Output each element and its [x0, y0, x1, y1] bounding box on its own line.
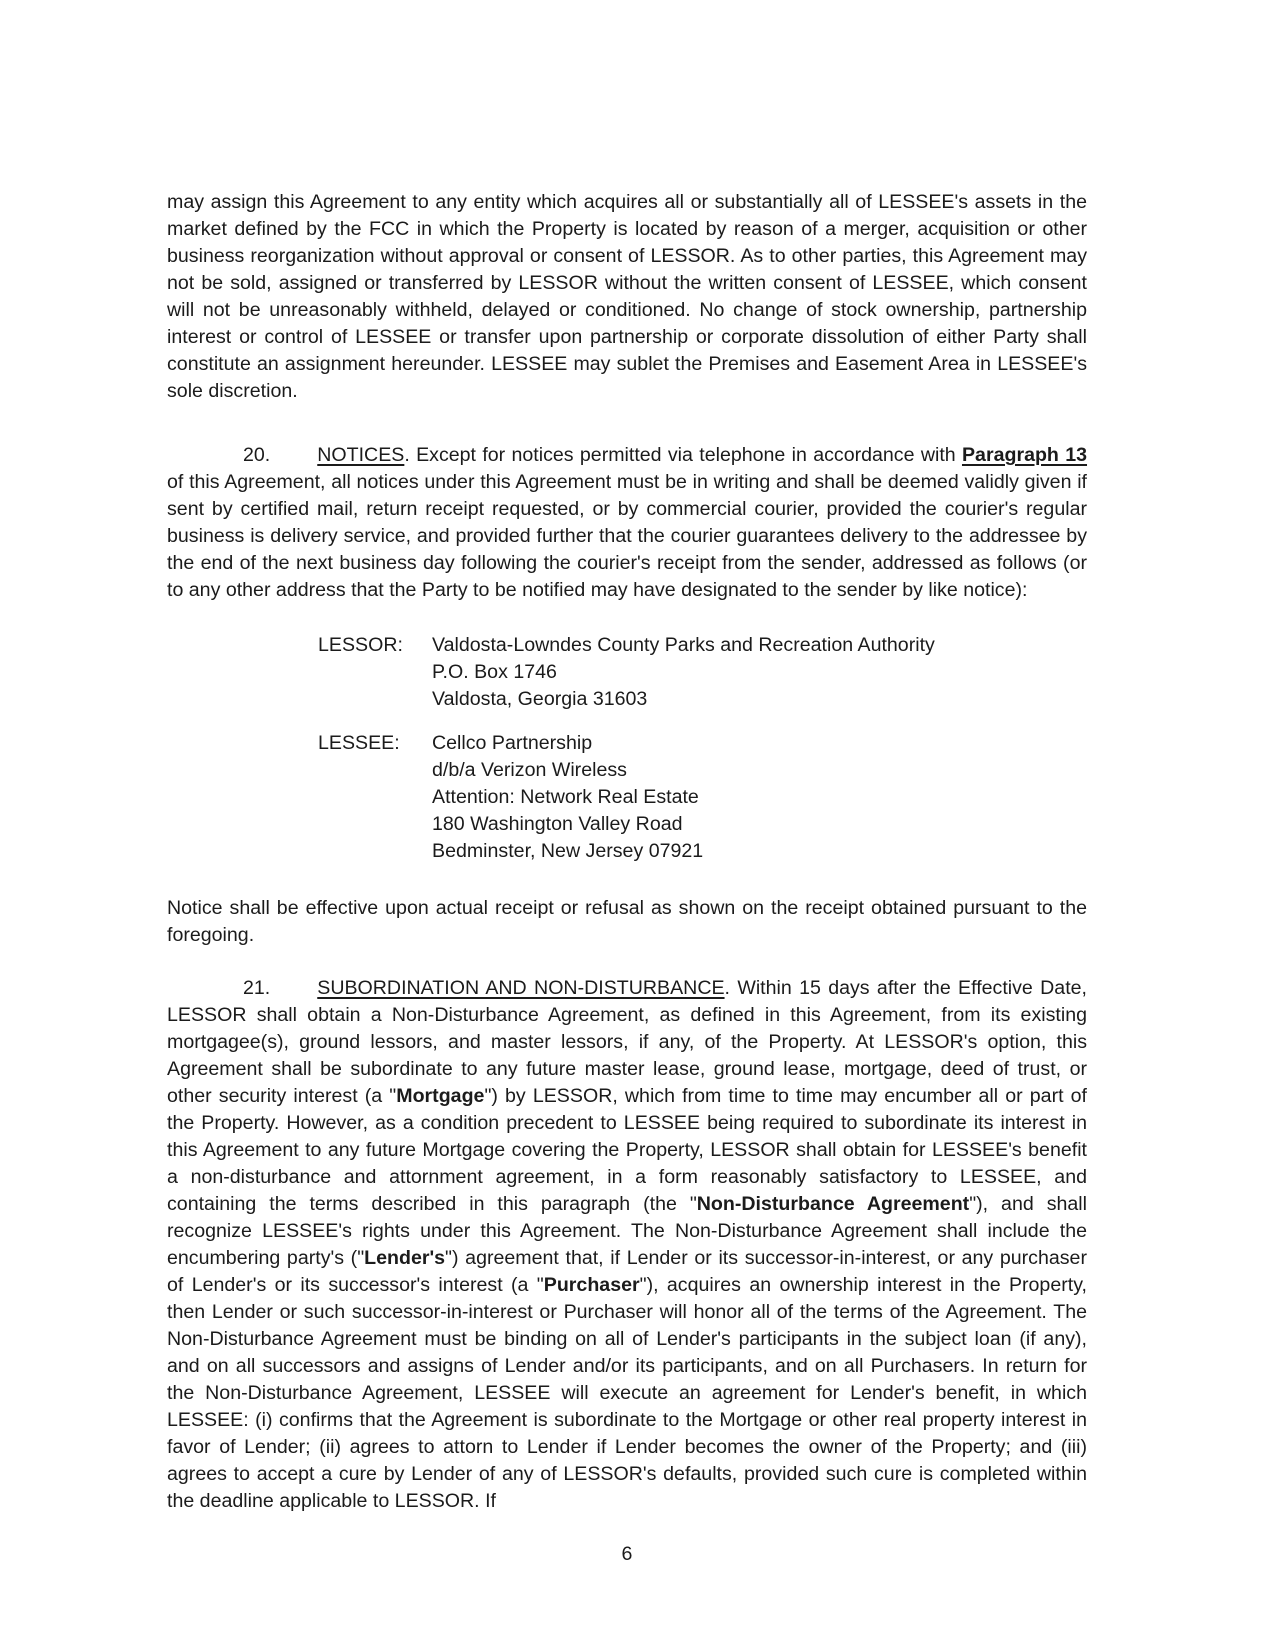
text-run: . Within 15 days after the Effective Date, LESSOR shall obtain a Non-Disturbance Agreement, as defined in this Agreement, from its existing mortgagee(s), ground lessors, and master lessors, if any, of the Property. At LESSOR's option, this Agreement shall be subordinate to any future master lease, ground lease, mortgage, deed of trust, or other security interest (a " [167, 977, 1087, 1107]
defined-term: Lender's [364, 1247, 446, 1269]
tab-spacer [167, 460, 243, 461]
text-run: "), and shall recognize LESSEE's rights under this Agreement. The Non-Disturbance Agreement shall include the encumbering party's (" [167, 1193, 1087, 1269]
text-run: Notice shall be effective upon actual receipt or refusal as shown on the receipt obtained pursuant to the foregoing. [167, 897, 1087, 946]
address-line: 180 Washington Valley Road [432, 813, 683, 835]
address-lines [432, 632, 935, 713]
address-line: d/b/a Verizon Wireless [432, 759, 627, 781]
tab-spacer [167, 993, 243, 994]
address-line: Attention: Network Real Estate [432, 786, 699, 808]
address-party-label: LESSOR: [318, 634, 403, 656]
defined-term: Mortgage [396, 1085, 485, 1107]
assignment-continuation [167, 189, 1087, 405]
address-line: Bedminster, New Jersey 07921 [432, 840, 704, 862]
text-run: ") agreement that, if Lender or its successor-in-interest, or any purchaser of Lender's or its successor's interest (a " [167, 1247, 1087, 1296]
text-run: ") by LESSOR, which from time to time may encumber all or part of the Property. However, as a condition precedent to LESSEE being required to subordinate its interest in this Agreement to any future Mortgage covering the Property, LESSOR shall obtain for LESSEE's benefit a non-disturbance and attornment agreement, in a form reasonably satisfactory to LESSEE, and containing the terms described in this paragraph (the " [167, 1085, 1087, 1215]
address-party-label: LESSEE: [318, 732, 400, 754]
tab-spacer [270, 993, 317, 994]
address-line: P.O. Box 1746 [432, 661, 557, 683]
notice-addresses [167, 632, 1087, 865]
address-entry-lessee [318, 730, 1087, 865]
notice-effective [167, 895, 1087, 949]
section-heading: SUBORDINATION AND NON-DISTURBANCE [317, 977, 725, 999]
document-body [167, 189, 1087, 1515]
defined-term: Purchaser [543, 1274, 640, 1296]
text-run: . Except for notices permitted via telephone in accordance with [404, 444, 962, 466]
defined-term: Non-Disturbance Agreement [696, 1193, 970, 1215]
section-heading: NOTICES [317, 444, 405, 466]
address-line: Cellco Partnership [432, 732, 593, 754]
address-line: Valdosta-Lowndes County Parks and Recreation Authority [432, 634, 935, 656]
cross-reference: Paragraph 13 [961, 444, 1088, 466]
subordination-paragraph [167, 975, 1087, 1515]
tab-spacer [270, 460, 317, 461]
text-run: "), acquires an ownership interest in the Property, then Lender or such successor-in-interest or Purchaser will honor all of the terms of the Agreement. The Non-Disturbance Agreement must be binding on all of Lender's participants in the subject loan (if any), and on all successors and assigns of Lender and/or its participants, and on all Purchasers. In return for the Non-Disturbance Agreement, LESSEE will execute an agreement for Lender's benefit, in which LESSEE: (i) confirms that the Agreement is subordinate to the Mortgage or other real property interest in favor of Lender; (ii) agrees to attorn to Lender if Lender becomes the owner of the Property; and (iii) agrees to accept a cure by Lender of any of LESSOR's defaults, provided such cure is completed within the deadline applicable to LESSOR. If [167, 1274, 1087, 1512]
text-run: may assign this Agreement to any entity which acquires all or substantially all of LESSEE's assets in the market defined by the FCC in which the Property is located by reason of a merger, acquisition or other business reorganization without approval or consent of LESSOR. As to other parties, this Agreement may not be sold, assigned or transferred by LESSOR without the written consent of LESSEE, which consent will not be unreasonably withheld, delayed or conditioned. No change of stock ownership, partnership interest or control of LESSEE or transfer upon partnership or corporate dissolution of either Party shall constitute an assignment hereunder. LESSEE may sublet the Premises and Easement Area in LESSEE's sole discretion. [167, 191, 1087, 402]
page-number: 6 [621, 1543, 633, 1565]
section-number: 20. [243, 444, 271, 466]
address-line: Valdosta, Georgia 31603 [432, 688, 648, 710]
address-lines [432, 730, 703, 865]
text-run: of this Agreement, all notices under this Agreement must be in writing and shall be deemed validly given if sent by certified mail, return receipt requested, or by commercial courier, provided the courier's regular business is delivery service, and provided further that the courier guarantees delivery to the addressee by the end of the next business day following the courier's receipt from the sender, addressed as follows (or to any other address that the Party to be notified may have designated to the sender by like notice): [167, 471, 1087, 601]
notices-paragraph [167, 442, 1087, 604]
section-number: 21. [243, 977, 271, 999]
address-entry-lessor [318, 632, 1087, 713]
